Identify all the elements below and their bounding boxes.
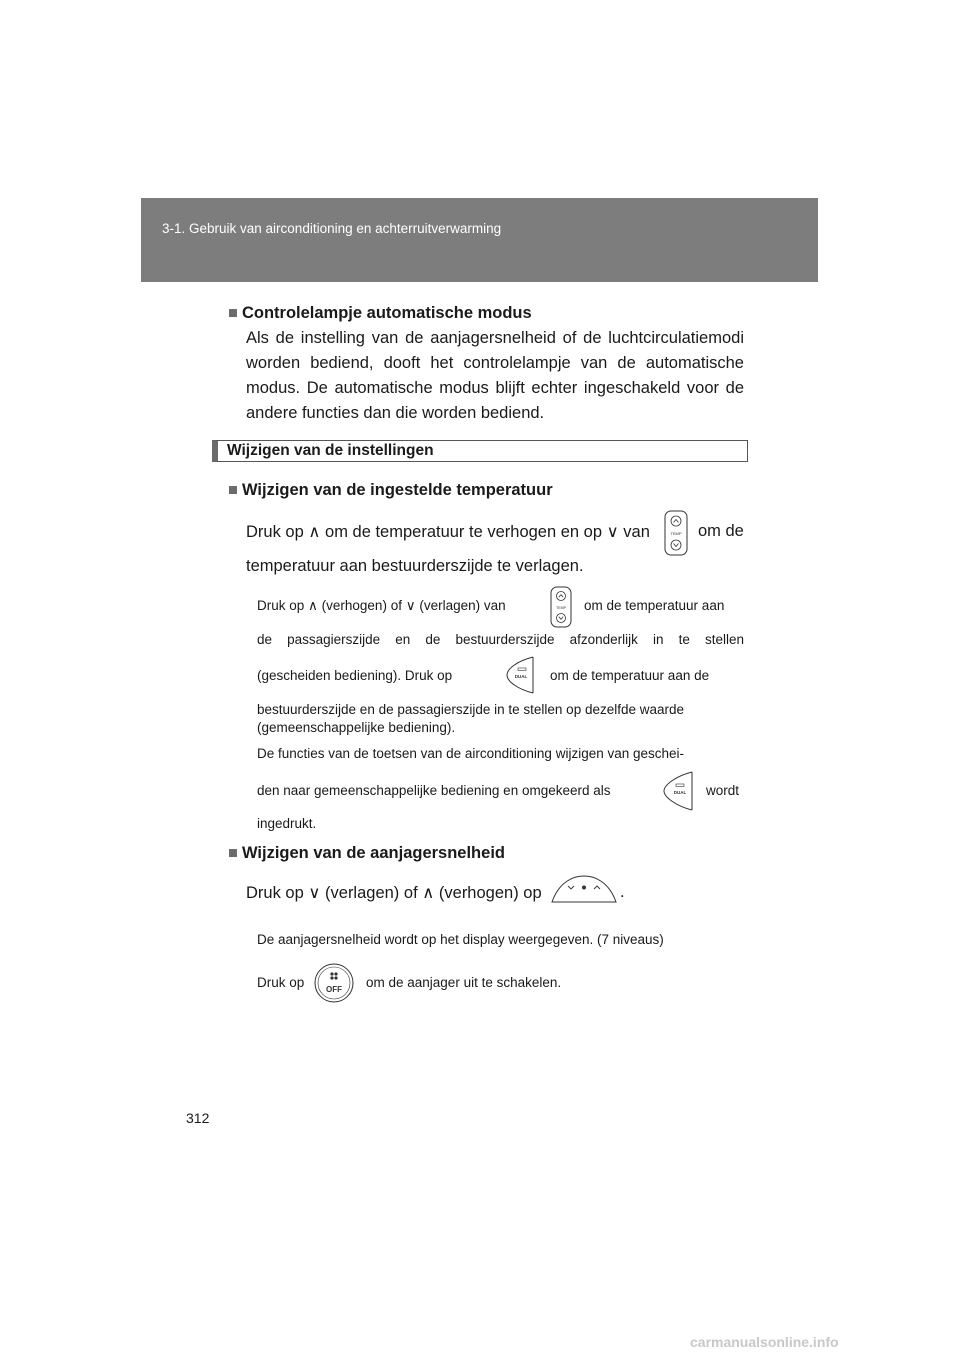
- fan-note-2a: Druk op: [257, 975, 305, 990]
- section-title: Wijzigen van de instellingen: [227, 442, 434, 459]
- auto-mode-line-1: Als de instelling van de aanjagersnelheid of de luchtcirculatiemodi: [246, 329, 744, 347]
- temp-note-3b: om de temperatuur aan de: [550, 668, 710, 683]
- temp-note-4: bestuurderszijde en de passagierszijde in te stellen op dezelfde waarde: [257, 702, 685, 717]
- temp-line-1b: om de: [698, 522, 744, 540]
- auto-mode-line-4: andere functies dan die worden bediend.: [246, 404, 545, 422]
- heading-auto-mode: ■ Controlelampje automatische modus: [228, 304, 532, 322]
- auto-mode-line-2: worden bediend, dooft het controlelampje van de automatische: [246, 354, 744, 372]
- svg-text:TEMP: TEMP: [670, 531, 682, 536]
- temp-note-7a: den naar gemeenschappelijke bediening en omgekeerd als: [257, 783, 611, 798]
- temp-note-1b: om de temperatuur aan: [584, 598, 725, 613]
- dual-button-icon: [503, 655, 537, 695]
- fan-line-1-end: .: [620, 883, 625, 901]
- svg-text:OFF: OFF: [326, 985, 342, 994]
- svg-text:DUAL: DUAL: [514, 674, 528, 679]
- chapter-header: [141, 198, 818, 282]
- temp-note-2: de passagierszijde en de bestuurderszijde afzonderlijk in te stellen: [257, 632, 744, 647]
- watermark: carmanualsonline.info: [690, 1334, 839, 1350]
- heading-temperature: ■ Wijzigen van de ingestelde temperatuur: [228, 481, 553, 499]
- temp-note-5: (gemeenschappelijke bediening).: [257, 720, 456, 735]
- bullet-square: ■: [228, 844, 238, 862]
- page-number: 312: [186, 1110, 210, 1126]
- fan-off-button-icon: [313, 962, 355, 1004]
- running-head: 3-1. Gebruik van airconditioning en achterruitverwarming: [162, 221, 502, 236]
- dual-button-icon: [660, 770, 696, 812]
- temp-note-8: ingedrukt.: [257, 816, 317, 831]
- temp-line-1a: Druk op ∧ om de temperatuur te verhogen en op ∨ van: [246, 523, 650, 541]
- temp-switch-icon: [663, 510, 689, 556]
- section-heading-bar: [212, 440, 748, 462]
- fan-line-1: Druk op ∨ (verlagen) of ∧ (verhogen) op: [246, 884, 542, 902]
- svg-text:TEMP: TEMP: [556, 606, 566, 610]
- auto-mode-line-3: modus. De automatische modus blijft echter ingeschakeld voor de: [246, 379, 744, 397]
- temp-note-3a: (gescheiden bediening). Druk op: [257, 668, 453, 683]
- temp-note-1a: Druk op ∧ (verhogen) of ∨ (verlagen) van: [257, 598, 506, 613]
- fan-speed-switch-icon: [549, 874, 619, 904]
- bullet-square: ■: [228, 481, 238, 499]
- temp-note-7b: wordt: [706, 783, 740, 798]
- svg-text:DUAL: DUAL: [673, 790, 687, 795]
- temp-note-6: De functies van de toetsen van de airconditioning wijzigen van geschei-: [257, 746, 685, 761]
- temp-switch-icon: [549, 586, 573, 628]
- fan-note-1: De aanjagersnelheid wordt op het display weergegeven. (7 niveaus): [257, 932, 664, 947]
- heading-fan-speed: ■ Wijzigen van de aanjagersnelheid: [228, 844, 505, 862]
- temp-line-2: temperatuur aan bestuurderszijde te verlagen.: [246, 557, 584, 575]
- bullet-square: ■: [228, 304, 238, 322]
- fan-note-2b: om de aanjager uit te schakelen.: [366, 975, 562, 990]
